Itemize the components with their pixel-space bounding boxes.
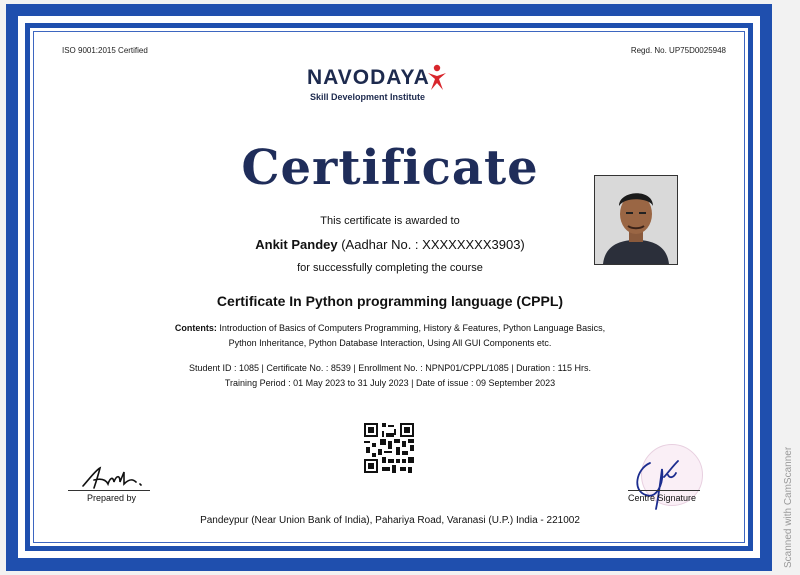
qr-code-icon [362,421,416,475]
aadhar-number: (Aadhar No. : XXXXXXXX3903) [341,237,525,252]
recipient-line [0,237,780,252]
scanner-watermark-text: Scanned with CamScanner [783,446,794,568]
success-line: for successfully completing the course [297,262,483,274]
centre-signature-label: Centre Signature [628,493,697,503]
certificate-title: Certificate [241,140,539,196]
recipient-name: Ankit Pandey [255,237,338,252]
course-name: Certificate In Python programming language (CPPL) [216,293,564,309]
awarded-line: This certificate is awarded to [320,215,460,227]
id-details-line: Student ID : 1085 | Certificate No. : 8539 | Enrollment No. : NPNP01/CPPL/1085 | Duration : 115 Hrs. [188,363,592,373]
registration-number: Regd. No. UP75D0025948 [630,46,726,55]
contents-label: Contents: [174,323,217,333]
certificate-details [0,361,780,391]
scanner-watermark [783,408,797,568]
logo-tagline: Skill Development Institute [310,92,426,102]
course-contents [0,321,780,351]
signature-line-left [68,490,150,491]
iso-certification-text: ISO 9001:2015 Certified [62,46,148,55]
prepared-by-label: Prepared by [87,493,137,503]
signature-line-right [628,490,700,491]
contents-line-2: Python Inheritance, Python Database Interaction, Using All GUI Components etc. [228,338,552,348]
logo-name: NAVODAYA [307,66,430,89]
prepared-by-signature [80,462,150,492]
contents-line-1: Introduction of Basics of Computers Programming, History & Features, Python Language Basics, [219,323,606,333]
training-period-line: Training Period : 01 May 2023 to 31 July 2023 | Date of issue : 09 September 2023 [224,378,556,388]
institute-address: Pandeypur (Near Union Bank of India), Pahariya Road, Varanasi (U.P.) India - 221002 [200,515,580,526]
institute-logo [307,64,477,106]
logo-figure-icon [426,64,448,90]
